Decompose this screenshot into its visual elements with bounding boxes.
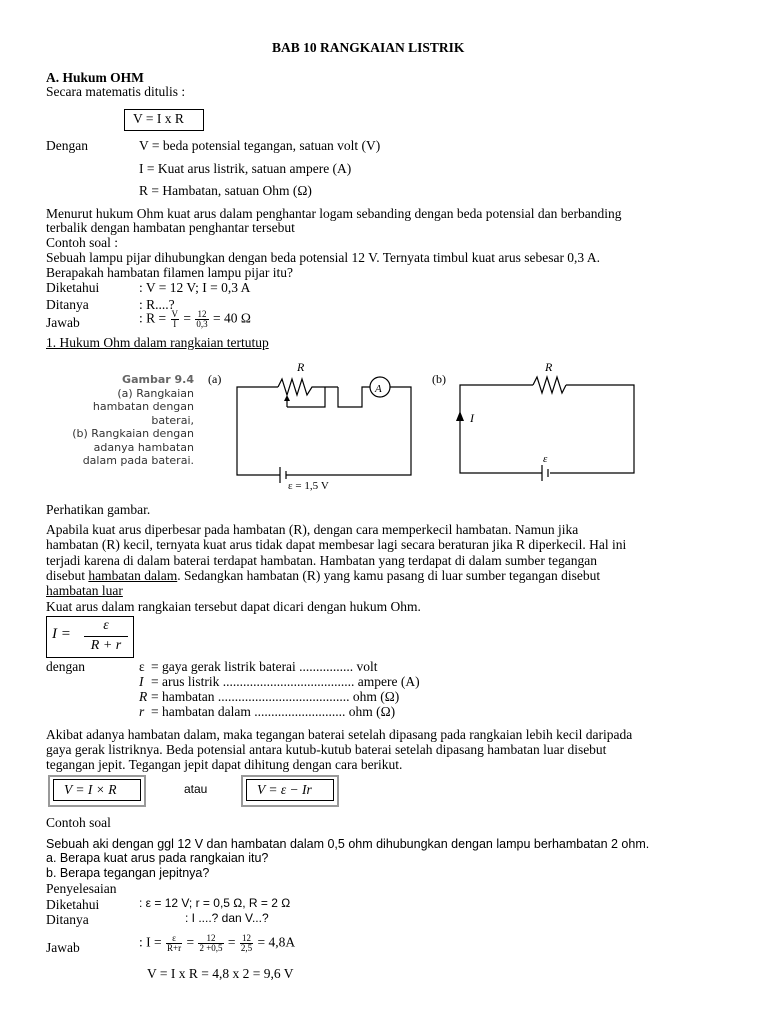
- label-a: (a): [208, 372, 222, 386]
- contoh2-line3: b. Berapa tegangan jepitnya?: [46, 866, 210, 880]
- dengan2-label: dengan: [46, 659, 85, 674]
- contoh2-jawab-label: Jawab: [46, 940, 80, 955]
- perhatikan: Perhatikan gambar.: [46, 502, 151, 517]
- ditanya-value: : R....?: [139, 297, 175, 312]
- formula3a: V = I × R: [64, 782, 117, 797]
- current-formula-num: ε: [103, 618, 109, 633]
- para3-line2: gaya gerak listriknya. Beda potensial antara kutub-kutub baterai setelah dipasang hambatan luar disebut: [46, 742, 607, 757]
- figure-caption: Gambar 9.4 (a) Rangkaian hambatan dengan baterai, (b) Rangkaian dengan adanya hambatan dalam pada baterai.: [72, 373, 194, 467]
- para2-line6: Kuat arus dalam rangkaian tersebut dapat dicari dengan hukum Ohm.: [46, 599, 421, 614]
- def-r: R = Hambatan, satuan Ohm (Ω): [139, 183, 312, 198]
- jawab-label: Jawab: [46, 315, 80, 330]
- section-a-heading: A. Hukum OHM: [46, 70, 144, 85]
- formula3b: V = ε − Ir: [257, 782, 312, 797]
- contoh2-jawab-expression: : I = $\frac{\varepsilon}{R+r}$ = $\frac{12}{2 +0,5}$ = $\frac{12}{2,5}$ = 4,8A: [139, 933, 296, 953]
- figure-caption-title: Gambar 9.4: [122, 373, 194, 386]
- penyelesaian-label: Penyelesaian: [46, 881, 117, 896]
- ditanya-label: Ditanya: [46, 297, 89, 312]
- circuit-b: [460, 377, 634, 481]
- jawab-expression: : R = $\frac{V}{I}$ = $\frac{12}{0,3}$ = 40 Ω: [139, 309, 251, 329]
- def-i: I = Kuat arus listrik, satuan ampere (A): [139, 161, 352, 176]
- resistor-a-label: R: [297, 360, 305, 374]
- def2-sym-r: R: [139, 689, 148, 704]
- def2-i: = arus listrik ....................................... ampere (A): [151, 674, 420, 689]
- section-a-intro: Secara matematis ditulis :: [46, 84, 186, 99]
- def2-sym-emf: ε: [139, 659, 145, 674]
- current-b-label: I: [470, 411, 474, 425]
- soal-line1: Sebuah lampu pijar dihubungkan dengan beda potensial 12 V. Ternyata timbul kuat arus sebesar 0,3 A.: [46, 250, 600, 265]
- term-hambatan-luar: hambatan luar: [46, 583, 123, 598]
- diketahui-value: : V = 12 V; I = 0,3 A: [139, 280, 251, 295]
- para1-line2: terbalik dengan hambatan penghantar tersebut: [46, 220, 295, 235]
- term-hambatan-dalam: hambatan dalam: [88, 568, 178, 583]
- def2-emf: = gaya gerak listrik baterai ................ volt: [151, 659, 378, 674]
- soal-line2: Berapakah hambatan filamen lampu pijar itu?: [46, 265, 294, 280]
- atau-label: atau: [184, 782, 208, 796]
- contoh2-ditanya-label: Ditanya: [46, 912, 89, 927]
- contoh2-ditanya-value: : I ....? dan V...?: [185, 911, 269, 925]
- sub1-heading: 1. Hukum Ohm dalam rangkaian tertutup: [46, 335, 269, 350]
- def2-sym-rdalam: r: [139, 704, 145, 719]
- page-title: BAB 10 RANGKAIAN LISTRIK: [272, 40, 465, 55]
- def2-r: = hambatan ....................................... ohm (Ω): [151, 689, 400, 704]
- contoh2-diketahui-label: Diketahui: [46, 897, 100, 912]
- para2-line4: disebut hambatan dalam. Sedangkan hambatan (R) yang kamu pasang di luar sumber tegangan disebut: [46, 568, 601, 583]
- contoh2-final: V = I x R = 4,8 x 2 = 9,6 V: [147, 966, 294, 981]
- label-b: (b): [432, 372, 446, 386]
- contoh-label: Contoh soal :: [46, 235, 119, 250]
- resistor-b-label: R: [545, 360, 553, 374]
- def2-sym-i: I: [139, 674, 144, 689]
- contoh2-line1: Sebuah aki dengan ggl 12 V dan hambatan dalam 0,5 ohm dihubungkan dengan lampu berhambatan 2 ohm.: [46, 837, 650, 851]
- contoh2-label: Contoh soal: [46, 815, 111, 830]
- dengan-label: Dengan: [46, 138, 88, 153]
- current-formula-bar: [84, 636, 128, 637]
- current-formula-lhs: I =: [52, 626, 71, 642]
- contoh2-diketahui-value: : ε = 12 V; r = 0,5 Ω, R = 2 Ω: [139, 896, 291, 910]
- current-formula-den: R + r: [90, 638, 122, 653]
- para2-line3: terjadi karena di dalam baterai terdapat hambatan. Hambatan yang terdapat di dalam sumber tegangan: [46, 553, 598, 568]
- para2-line2: hambatan (R) kecil, ternyata kuat arus tidak dapat membesar lagi secara beraturan jika R diperkecil. Hal ini: [46, 537, 627, 552]
- ammeter-label: A: [375, 383, 382, 395]
- emf-a-label: ε = 1,5 V: [288, 480, 329, 492]
- circuit-a: [237, 377, 411, 483]
- ohm-formula: V = I x R: [133, 111, 184, 126]
- diketahui-label: Diketahui: [46, 280, 100, 295]
- emf-b-label: ε: [543, 453, 548, 465]
- circuit-diagram: [200, 355, 650, 495]
- para1-line1: Menurut hukum Ohm kuat arus dalam penghantar logam sebanding dengan beda potensial dan berbanding: [46, 206, 622, 221]
- para3-line1: Akibat adanya hambatan dalam, maka tegangan baterai setelah dipasang pada rangkaian lebih kecil daripada: [46, 727, 633, 742]
- contoh2-line2: a. Berapa kuat arus pada rangkaian itu?: [46, 851, 269, 865]
- para3-line3: tegangan jepit. Tegangan jepit dapat dihitung dengan cara berikut.: [46, 757, 403, 772]
- para2-line1: Apabila kuat arus diperbesar pada hambatan (R), dengan cara memperkecil hambatan. Namun jika: [46, 522, 579, 537]
- def-v: V = beda potensial tegangan, satuan volt (V): [139, 138, 381, 153]
- def2-rdalam: = hambatan dalam ........................... ohm (Ω): [151, 704, 396, 719]
